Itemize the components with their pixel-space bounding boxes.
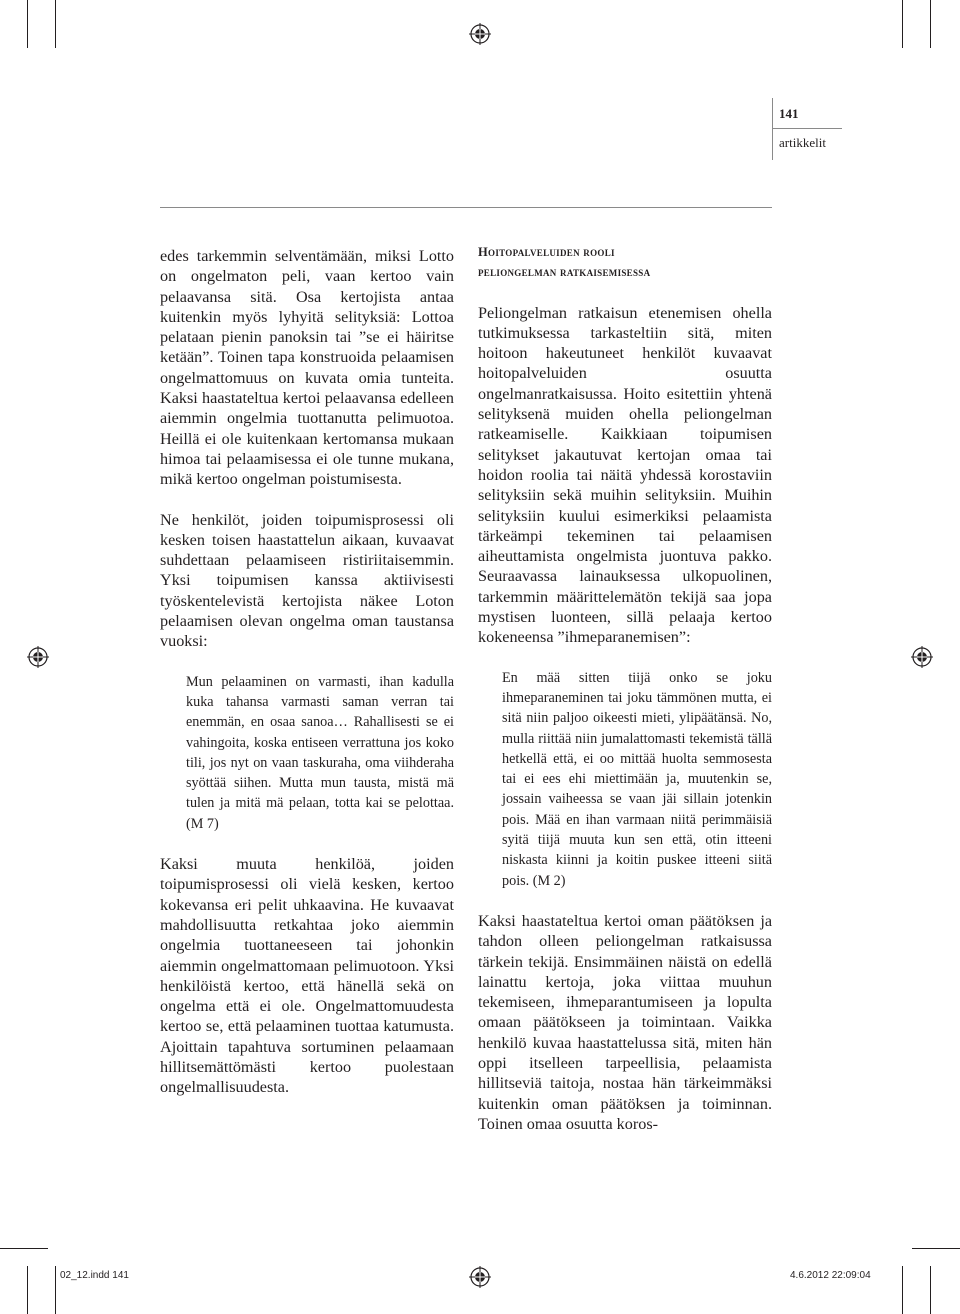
crop-mark-top-right bbox=[930, 0, 931, 48]
crop-mark-bottom-right-h bbox=[912, 1248, 960, 1249]
print-timestamp: 4.6.2012 22:09:04 bbox=[790, 1270, 871, 1281]
header-vertical-rule bbox=[772, 98, 773, 160]
crop-mark-top-right-inner bbox=[902, 0, 903, 48]
crop-mark-bottom-right bbox=[930, 1266, 931, 1314]
right-block-quote: En mää sitten tiijä onko se joku ihmeparaneminen tai joku tämmönen mutta, ei sitä niin paljoo oikeesti mieti, ylipäätänsä. No, mulla riittää niin jumalattomasti tekemistä tällä hetkellä että, ei oo mittää huolta semmosesta tai ei ees ehi miettimään ja, muutenkin se, jossain vaiheessa se vaan jäi sillain jotenkin pois. Mää en ihan varmaan niitä perimmäisiä syitä tiijä muuta kun sen että, otin itteeni niskasta kiinni ja koitin puskee itteeni siitä pois. (M 2) bbox=[502, 669, 772, 889]
crop-mark-bottom-left bbox=[27, 1266, 28, 1314]
left-column bbox=[160, 246, 454, 1098]
section-heading-line-1: Hoitopalveluiden rooli bbox=[478, 245, 615, 259]
left-paragraph-2: Ne henkilöt, joiden toipumisprosessi oli kesken toisen haastattelun aikaan, kuvaavat suhdettaan pelaamiseen ristiriitaisemmin. Yksi toipumisen kanssa aktiivisesti työskentelevistä kertojista näkee Loton pelaamisen olevan ongelma oman taustansa vuoksi: bbox=[160, 510, 454, 651]
page-number: 141 bbox=[779, 106, 799, 121]
crop-mark-bottom-left-inner bbox=[55, 1266, 56, 1314]
registration-mark-top-icon bbox=[469, 23, 491, 45]
left-block-quote: Mun pelaaminen on varmasti, ihan kadulla kuka tahansa varmasti saman verran tai enemmän, en osaa sanoa… Rahallisesti se ei vahingoita, koska entiseen verrattuna jos koko tili, jos nyt on vaan taskuraha, oma viihderaha syöttää siihen. Mutta mun tausta, mistä mä tulen ja mitä mä pelaan, totta kai se pelottaa. (M 7) bbox=[186, 673, 454, 832]
crop-mark-bottom-left-h bbox=[0, 1248, 48, 1249]
crop-mark-bottom-right-inner bbox=[902, 1266, 903, 1314]
file-slug: 02_12.indd 141 bbox=[60, 1270, 129, 1281]
right-paragraph-2: Kaksi haastateltua kertoi oman päätöksen ja tahdon olleen peliongelman ratkaisussa tärkein tekijä. Ensimmäinen näistä on edellä lainattu kertoja, joka viittaa muuhun tekemiseen, ihmeparantumiseen ja lopulta omaan päätökseen ja toimintaan. Vaikka henkilö kuvaa haastattelussa sitä, miten hän oppi itselleen tarpeellisia, pelaamista hillitseviä taitoja, nostaa hän tärkeimmäksi kuitenkin oman päätöksen ja toiminnan. Toinen omaa osuutta koros- bbox=[478, 911, 772, 1133]
registration-mark-bottom-icon bbox=[469, 1266, 491, 1288]
right-paragraph-1: Peliongelman ratkaisun etenemisen ohella tutkimuksessa tarkasteltiin sitä, miten hoitoon hakeutuneet henkilöt kuvaavat hoitopalveluiden osuutta ongelmanratkaisussa. Hoito esitettiin yhtenä selityksenä muiden ohella peliongelman ratkeamiselle. Kaikkiaan toipumisen selitykset jakautuvat kertojan omaa tai hoidon roolia tai näitä yhdessä korostaviin selityksiin sekä muihin selityksiin. Muihin selityksiin kuului esimerkiksi pelaamista tärkeämpi tekeminen tai pelaamisen aiheuttamista ongelmista juontuva pakko. Seuraavassa lainauksessa ulkopuolinen, tarkemmin määrittelemätön tekijä saa jopa mystisen luonteen, sillä pelaaja kertoo kokeneensa ”ihmeparanemisen”: bbox=[478, 303, 772, 647]
header-short-rule bbox=[772, 128, 842, 129]
crop-mark-top-left-inner bbox=[55, 0, 56, 48]
crop-mark-top-left bbox=[27, 0, 28, 48]
left-paragraph-1: edes tarkemmin selventämään, miksi Lotto on ongelmaton peli, vaan kertoo vain pelaavansa sitä. Osa kertojista antaa kuitenkin myös lyhyitä selityksiä: Lottoa pelataan pienin panoksin tai ”se ei häiritse ketään”. Toinen tapa konstruoida pelaamisen ongelmattomuus on kuvata omia tunteita. Kaksi haastateltua kertoi pelaavansa edelleen aiemmin ongelmia tuottanutta pelimuotoa. Heillä ei ole kuitenkaan kertomansa mukaan himoa tai pelaamisessa ei ole tunne mukana, mikä kertoo ongelman poistumisesta. bbox=[160, 247, 454, 489]
section-label: artikkelit bbox=[779, 135, 826, 150]
right-column bbox=[478, 242, 772, 1134]
registration-mark-right-icon bbox=[911, 646, 933, 668]
left-paragraph-3: Kaksi muuta henkilöä, joiden toipumisprosessi oli vielä kesken, kertoo kokevansa eri pelit uhkaavina. He kuvaavat mahdollisuutta retkahtaa joko aiemmin ongelmia tuottaneeseen tai johonkin aiemmin ongelmattomaan pelimuotoon. Yksi henkilöistä kertoo, että hänellä sekä on ongelma että ei ole. Ongelmattomuudesta kertoo se, että pelaaminen tuottaa katumusta. Ajoittain tapahtuva sortuminen pelaamaan hillitsemättömästi kertoo puolestaan ongelmallisuudesta. bbox=[160, 855, 454, 1097]
section-heading-line-2: peliongelman ratkaisemisessa bbox=[478, 265, 651, 280]
registration-mark-left-icon bbox=[27, 646, 49, 668]
header-rule bbox=[160, 207, 772, 208]
